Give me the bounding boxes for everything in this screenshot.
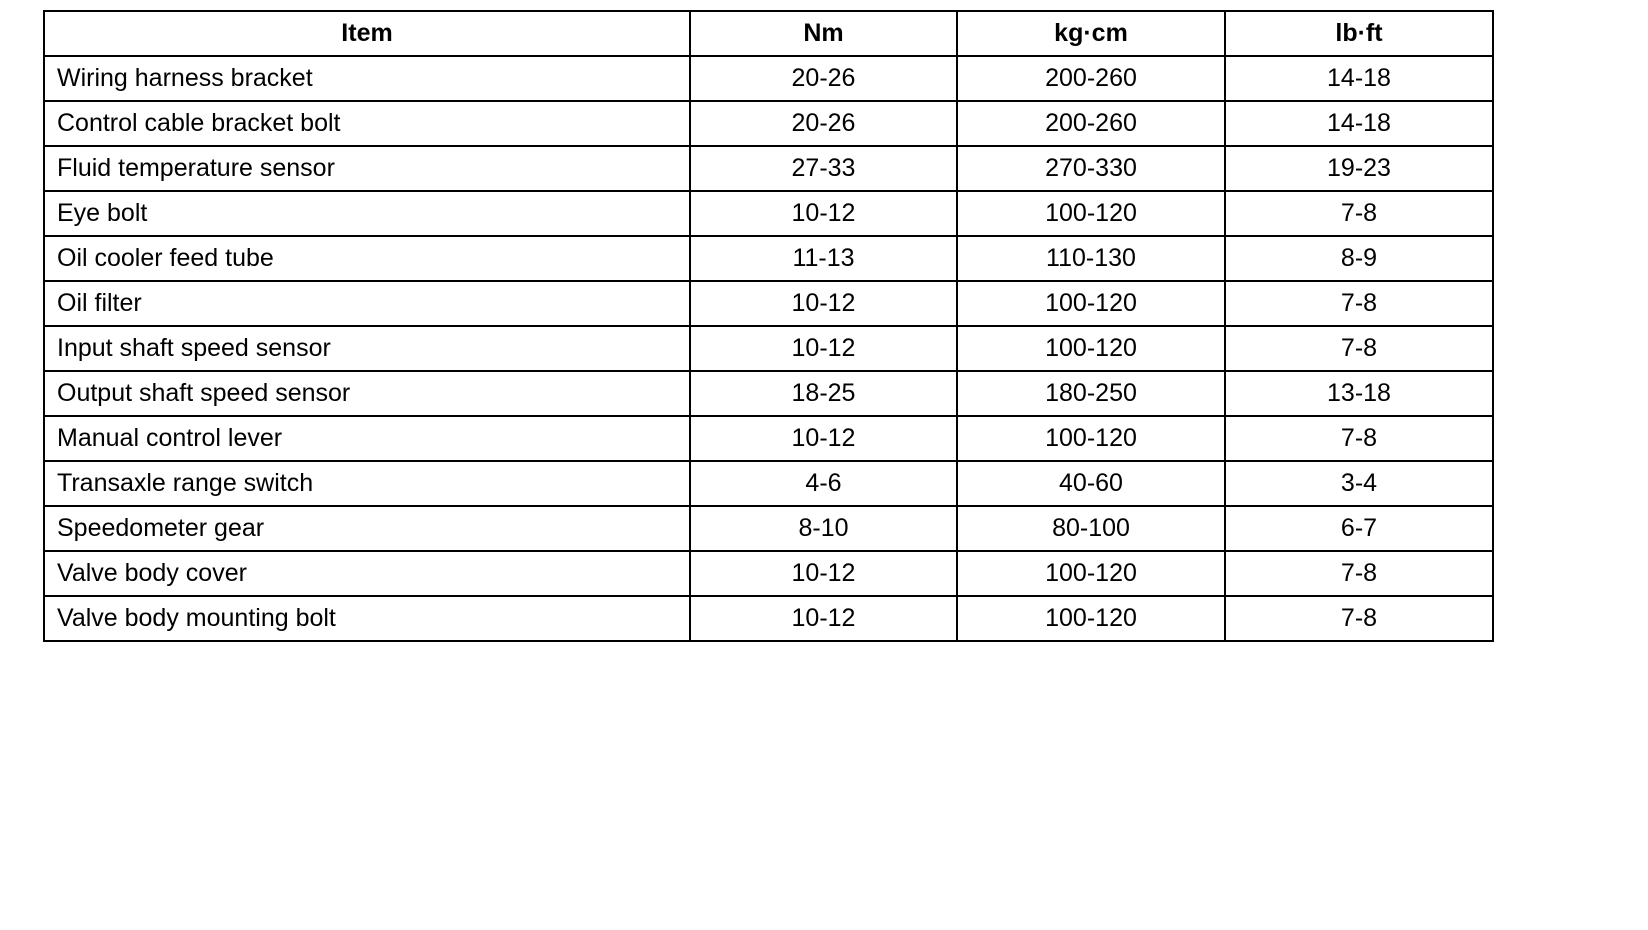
table-row (44, 596, 1493, 641)
cell-item: Wiring harness bracket (44, 56, 690, 101)
cell-nm: 27-33 (690, 146, 957, 191)
table-row (44, 551, 1493, 596)
table-row (44, 371, 1493, 416)
cell-nm: 11-13 (690, 236, 957, 281)
cell-lbft: 14-18 (1225, 101, 1493, 146)
table-row (44, 191, 1493, 236)
cell-lbft: 7-8 (1225, 551, 1493, 596)
cell-nm: 4-6 (690, 461, 957, 506)
cell-item: Output shaft speed sensor (44, 371, 690, 416)
cell-nm: 18-25 (690, 371, 957, 416)
cell-nm: 10-12 (690, 551, 957, 596)
cell-nm: 10-12 (690, 416, 957, 461)
header-kgcm: kg·cm (957, 11, 1225, 56)
cell-lbft: 7-8 (1225, 281, 1493, 326)
table-row (44, 56, 1493, 101)
cell-nm: 10-12 (690, 191, 957, 236)
cell-nm: 10-12 (690, 596, 957, 641)
table-row (44, 146, 1493, 191)
cell-lbft: 7-8 (1225, 596, 1493, 641)
cell-item: Transaxle range switch (44, 461, 690, 506)
cell-kgcm: 100-120 (957, 551, 1225, 596)
cell-lbft: 14-18 (1225, 56, 1493, 101)
cell-lbft: 19-23 (1225, 146, 1493, 191)
header-item: Item (44, 11, 690, 56)
cell-nm: 20-26 (690, 56, 957, 101)
cell-nm: 10-12 (690, 326, 957, 371)
header-row (44, 11, 1493, 56)
cell-item: Speedometer gear (44, 506, 690, 551)
cell-item: Fluid temperature sensor (44, 146, 690, 191)
cell-lbft: 6-7 (1225, 506, 1493, 551)
header-nm: Nm (690, 11, 957, 56)
cell-lbft: 7-8 (1225, 416, 1493, 461)
cell-kgcm: 100-120 (957, 191, 1225, 236)
cell-kgcm: 200-260 (957, 56, 1225, 101)
cell-kgcm: 180-250 (957, 371, 1225, 416)
cell-kgcm: 80-100 (957, 506, 1225, 551)
table-row (44, 461, 1493, 506)
cell-item: Manual control lever (44, 416, 690, 461)
cell-kgcm: 40-60 (957, 461, 1225, 506)
cell-item: Oil cooler feed tube (44, 236, 690, 281)
torque-spec-table (43, 10, 1494, 642)
cell-lbft: 13-18 (1225, 371, 1493, 416)
cell-nm: 10-12 (690, 281, 957, 326)
cell-item: Input shaft speed sensor (44, 326, 690, 371)
cell-item: Oil filter (44, 281, 690, 326)
table-row (44, 101, 1493, 146)
table-row (44, 416, 1493, 461)
cell-lbft: 7-8 (1225, 191, 1493, 236)
cell-lbft: 7-8 (1225, 326, 1493, 371)
cell-kgcm: 100-120 (957, 281, 1225, 326)
table-row (44, 281, 1493, 326)
cell-kgcm: 200-260 (957, 101, 1225, 146)
cell-item: Valve body mounting bolt (44, 596, 690, 641)
cell-item: Eye bolt (44, 191, 690, 236)
table-header (44, 11, 1493, 56)
table-row (44, 236, 1493, 281)
cell-item: Valve body cover (44, 551, 690, 596)
header-lbft: lb·ft (1225, 11, 1493, 56)
cell-kgcm: 100-120 (957, 596, 1225, 641)
table-row (44, 326, 1493, 371)
cell-kgcm: 100-120 (957, 326, 1225, 371)
table-row (44, 506, 1493, 551)
cell-lbft: 3-4 (1225, 461, 1493, 506)
table-body (44, 56, 1493, 641)
cell-nm: 20-26 (690, 101, 957, 146)
cell-lbft: 8-9 (1225, 236, 1493, 281)
cell-nm: 8-10 (690, 506, 957, 551)
cell-kgcm: 110-130 (957, 236, 1225, 281)
cell-kgcm: 270-330 (957, 146, 1225, 191)
cell-item: Control cable bracket bolt (44, 101, 690, 146)
cell-kgcm: 100-120 (957, 416, 1225, 461)
